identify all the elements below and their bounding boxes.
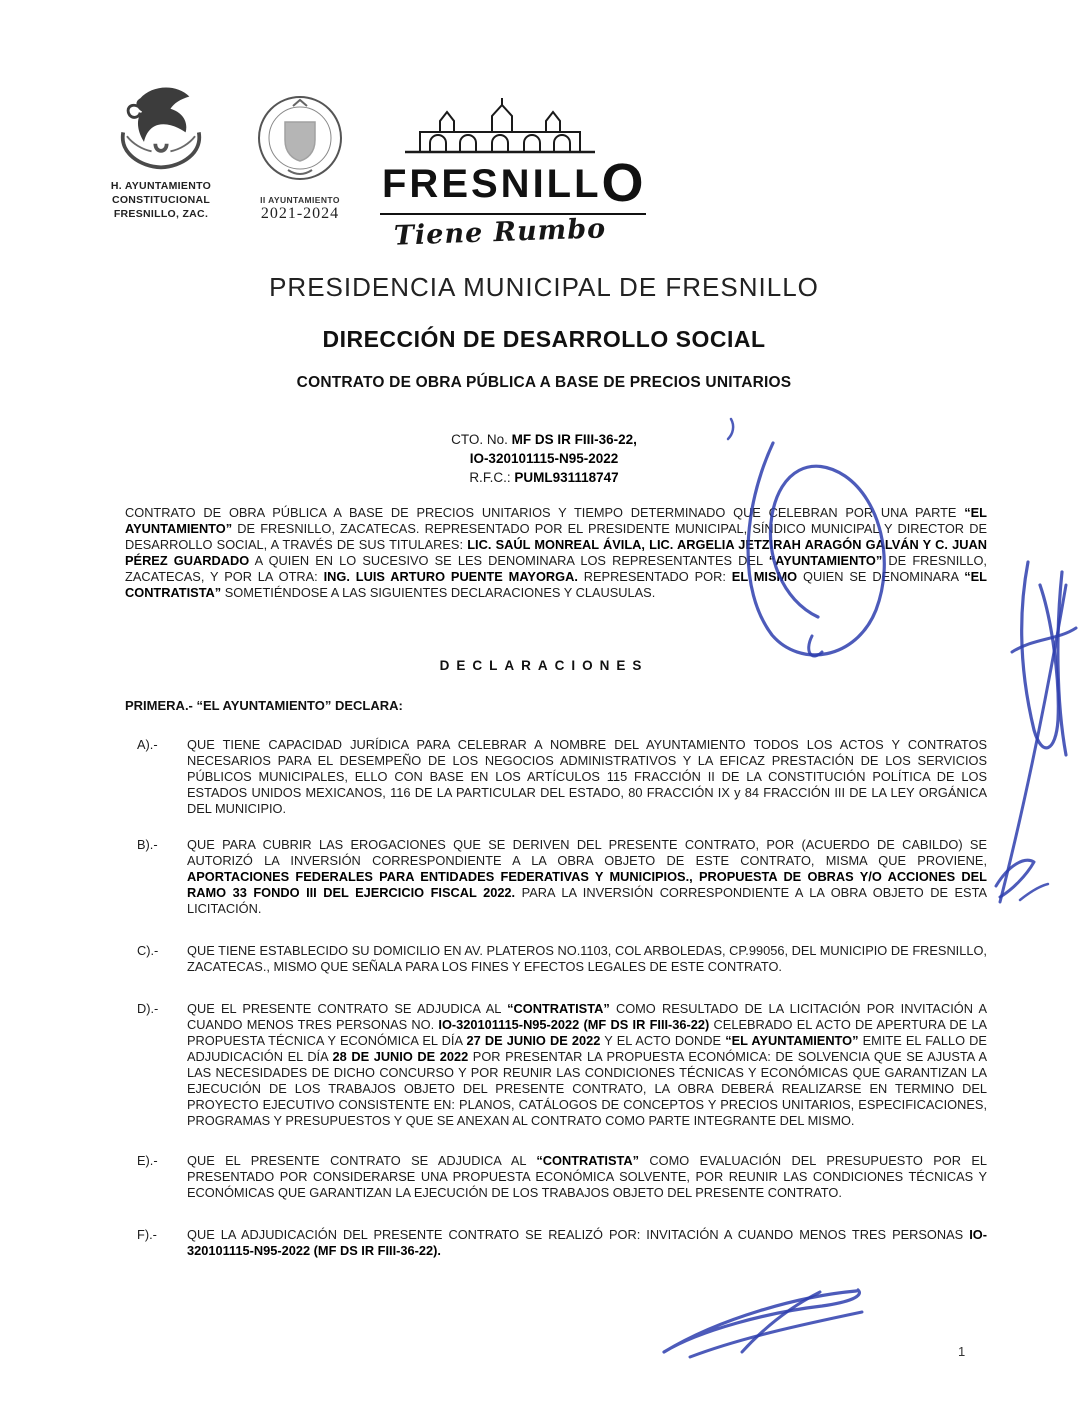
clause-item-f <box>125 1227 987 1259</box>
clause-item-d <box>125 1001 987 1129</box>
fresnillo-tagline: Tiene Rumbo <box>393 213 607 252</box>
clause-label: A).- <box>137 737 158 752</box>
tender-number-line <box>0 449 1088 468</box>
clause-label: D).- <box>137 1001 159 1016</box>
clause-label: B).- <box>137 837 158 852</box>
signature-margin-loop1 <box>1022 562 1059 748</box>
contract-number-line: CTO. No. MF DS IR FIII-36-22, <box>451 432 637 447</box>
department-title: DIRECCIÓN DE DESARROLLO SOCIAL <box>322 326 766 352</box>
signature-rubric-hook <box>809 636 822 656</box>
municipal-seal-logo <box>246 92 354 223</box>
contract-reference-block <box>0 430 1088 487</box>
clause-label: F).- <box>137 1227 157 1242</box>
clause-text: QUE EL PRESENTE CONTRATO SE ADJUDICA AL “CONTRATISTA” COMO RESULTADO DE LA LICITACIÓN POR INVITACIÓN A CUANDO MENOS TRES PERSONAS NO. IO-320101115-N95-2022 (MF DS IR FIII-36-22) CELEBRADO EL ACTO DE APERTURA DE LA PROPUESTA TÉCNICA Y ECONÓMICA EL DÍA 27 DE JUNIO DE 2022 Y EL ACTO DONDE “EL AYUNTAMIENTO” EMITE EL FALLO DE ADJUDICACIÓN EL DÍA 28 DE JUNIO DE 2022 POR PRESENTAR LA PROPUESTA ECONÓMICA: DE SOLVENCIA QUE SE AJUSTA A LAS NECESIDADES DE DICHO CONCURSO Y POR REUNIR LAS CONDICIONES TÉCNICAS Y ECONÓMICAS QUE GARANTIZAN LA EJECUCIÓN DE LOS TRABAJOS OBJETO DEL PRESENTE CONTRATO, LA OBRA DEBERÁ REALIZARSE EN TERMINO DEL PROYECTO EJECUTIVO CONSISTENTE EN: PLANOS, CATÁLOGOS DE CONCEPTOS Y PRECIOS UNITARIOS, ESPECIFICACIONES, PROGRAMAS Y PRESUPUESTOS Y QUE SE ANEXAN AL CONTRATO COMO PARTE INTEGRANTE DEL MISMO. <box>187 1001 988 1128</box>
rfc-line: R.F.C.: PUML931118747 <box>469 470 619 485</box>
coat-of-arms-logo <box>92 70 230 221</box>
clause-item-c <box>125 943 987 975</box>
signature-bottom-flourish <box>664 1290 859 1352</box>
fresnillo-wordmark-o: O <box>601 153 644 213</box>
clause-item-e <box>125 1153 987 1201</box>
coat-caption-line3: FRESNILLO, ZAC. <box>113 208 209 220</box>
clause-item-b <box>125 837 987 917</box>
page-number: 1 <box>958 1344 966 1359</box>
clause-text: QUE LA ADJUDICACIÓN DEL PRESENTE CONTRATO SE REALIZÓ POR: INVITACIÓN A CUANDO MENOS TRES PERSONAS IO-320101115-N95-2022 (MF DS IR FIII-36-22). <box>187 1227 987 1258</box>
intro-paragraph: CONTRATO DE OBRA PÚBLICA A BASE DE PRECIOS UNITARIOS Y TIEMPO DETERMINADO QUE CELEBRAN POR UNA PARTE “EL AYUNTAMIENTO” DE FRESNILLO, ZACATECAS. REPRESENTADO POR EL PRESIDENTE MUNICIPAL, SÍNDICO MUNICIPAL Y DIRECTOR DE DESARROLLO SOCIAL, A TRAVÉS DE SUS TITULARES: LIC. SAÚL MONREAL ÁVILA, LIC. ARGELIA JETZIRAH ARAGÓN GALVÁN Y C. JUAN PÉREZ GUARDADO A QUIEN EN LO SUCESIVO SE LES DENOMINARA LOS REPRESENTANTES DEL “AYUNTAMIENTO” DE FRESNILLO, ZACATECAS, Y POR LA OTRA: ING. LUIS ARTURO PUENTE MAYORGA. REPRESENTADO POR: EL MISMO QUIEN SE DENOMINARA “EL CONTRATISTA” SOMETIÉNDOSE A LAS SIGUIENTES DECLARACIONES Y CLAUSULAS. <box>125 505 988 600</box>
contract-type-title: CONTRATO DE OBRA PÚBLICA A BASE DE PRECIOS UNITARIOS <box>296 374 792 391</box>
clause-text: QUE TIENE ESTABLECIDO SU DOMICILIO EN AV. PLATEROS NO.1103, COL ARBOLEDAS, CP.99056, DEL MUNICIPIO DE FRESNILLO, ZACATECAS., MISMO QUE SEÑALA PARA LOS FINES Y EFECTOS LEGALES DE ESTE CONTRATO. <box>187 943 987 974</box>
fresnillo-wordmark <box>380 153 646 215</box>
signature-margin-crossbar <box>1012 628 1076 652</box>
clause-text: QUE EL PRESENTE CONTRATO SE ADJUDICA AL “CONTRATISTA” COMO EVALUACIÓN DEL PRESUPUESTO POR EL PRESENTADO POR CONSIDERARSE UNA PROPUESTA ECONÓMICA SOLVENTE, POR REUNIR LAS CONDICIONES TÉCNICAS Y ECONÓMICAS QUE GARANTIZAN LA EJECUCIÓN DE LOS TRABAJOS OBJETO DEL PRESENTE CONTRATO. <box>187 1153 987 1200</box>
signature-bottom-underline <box>690 1312 862 1357</box>
arches-icon <box>400 96 600 158</box>
ink-squiggle-tail <box>1020 884 1048 900</box>
crest-icon <box>255 92 345 188</box>
clauses-list <box>125 737 987 1259</box>
page-title: PRESIDENCIA MUNICIPAL DE FRESNILLO <box>269 272 819 302</box>
declaraciones-heading: DECLARACIONES <box>439 658 649 673</box>
coat-caption-line2: CONSTITUCIONAL <box>111 194 211 206</box>
fresnillo-logo <box>380 96 644 252</box>
tender-number: IO-320101115-N95-2022 <box>469 451 619 466</box>
signature-bottom-cross <box>742 1292 820 1352</box>
coat-caption-line1: H. AYUNTAMIENTO <box>110 180 212 192</box>
eagle-icon <box>102 70 220 174</box>
clause-text: QUE PARA CUBRIR LAS EROGACIONES QUE SE DERIVEN DEL PRESENTE CONTRATO, POR (ACUERDO DE CABILDO) SE AUTORIZÓ LA INVERSIÓN CORRESPONDIENTE A LA OBRA OBJETO DE ESTE CONTRATO, MISMA QUE PROVIENE, APORTACIONES FEDERALES PARA ENTIDADES FEDERATIVAS Y MUNICIPIOS., PROPUESTA DE OBRAS Y/O ACCIONES DEL RAMO 33 FONDO III DEL EJERCICIO FISCAL 2022. PARA LA INVERSIÓN CORRESPONDIENTE A LA OBRA OBJETO DE ESTA LICITACIÓN. <box>187 837 987 916</box>
clause-text: QUE TIENE CAPACIDAD JURÍDICA PARA CELEBRAR A NOMBRE DEL AYUNTAMIENTO TODOS LOS ACTOS Y CONTRATOS NECESARIOS PARA EL DESEMPEÑO DE LOS NEGOCIOS ADMINISTRATIVOS Y LA EFICAZ PRESTACIÓN DE LOS SERVICIOS PÚBLICOS MUNICIPALES, ELLO CON BASE EN LOS ARTÍCULOS 115 FRACCIÓN II DE LA CONSTITUCIÓN POLÍTICA DE LOS ESTADOS UNIDOS MEXICANOS, 116 DE LA PARTICULAR DEL ESTADO, 80 FRACCIÓN IX y 84 FRACCIÓN III DE LA LEY ORGÁNICA DEL MUNICIPIO. <box>187 737 987 816</box>
seal-caption-line2: 2021-2024 <box>260 205 340 222</box>
fresnillo-wordmark-main: FRESNILL <box>382 162 602 206</box>
seal-caption-line1: II AYUNTAMIENTO <box>260 195 340 205</box>
ink-squiggle-small <box>996 860 1034 897</box>
signature-margin-descender <box>1000 585 1066 902</box>
clause-label: C).- <box>137 943 159 958</box>
primera-heading: PRIMERA.- “EL AYUNTAMIENTO” DECLARA: <box>125 698 403 713</box>
clause-label: E).- <box>137 1153 158 1168</box>
clause-item-a <box>125 737 987 817</box>
